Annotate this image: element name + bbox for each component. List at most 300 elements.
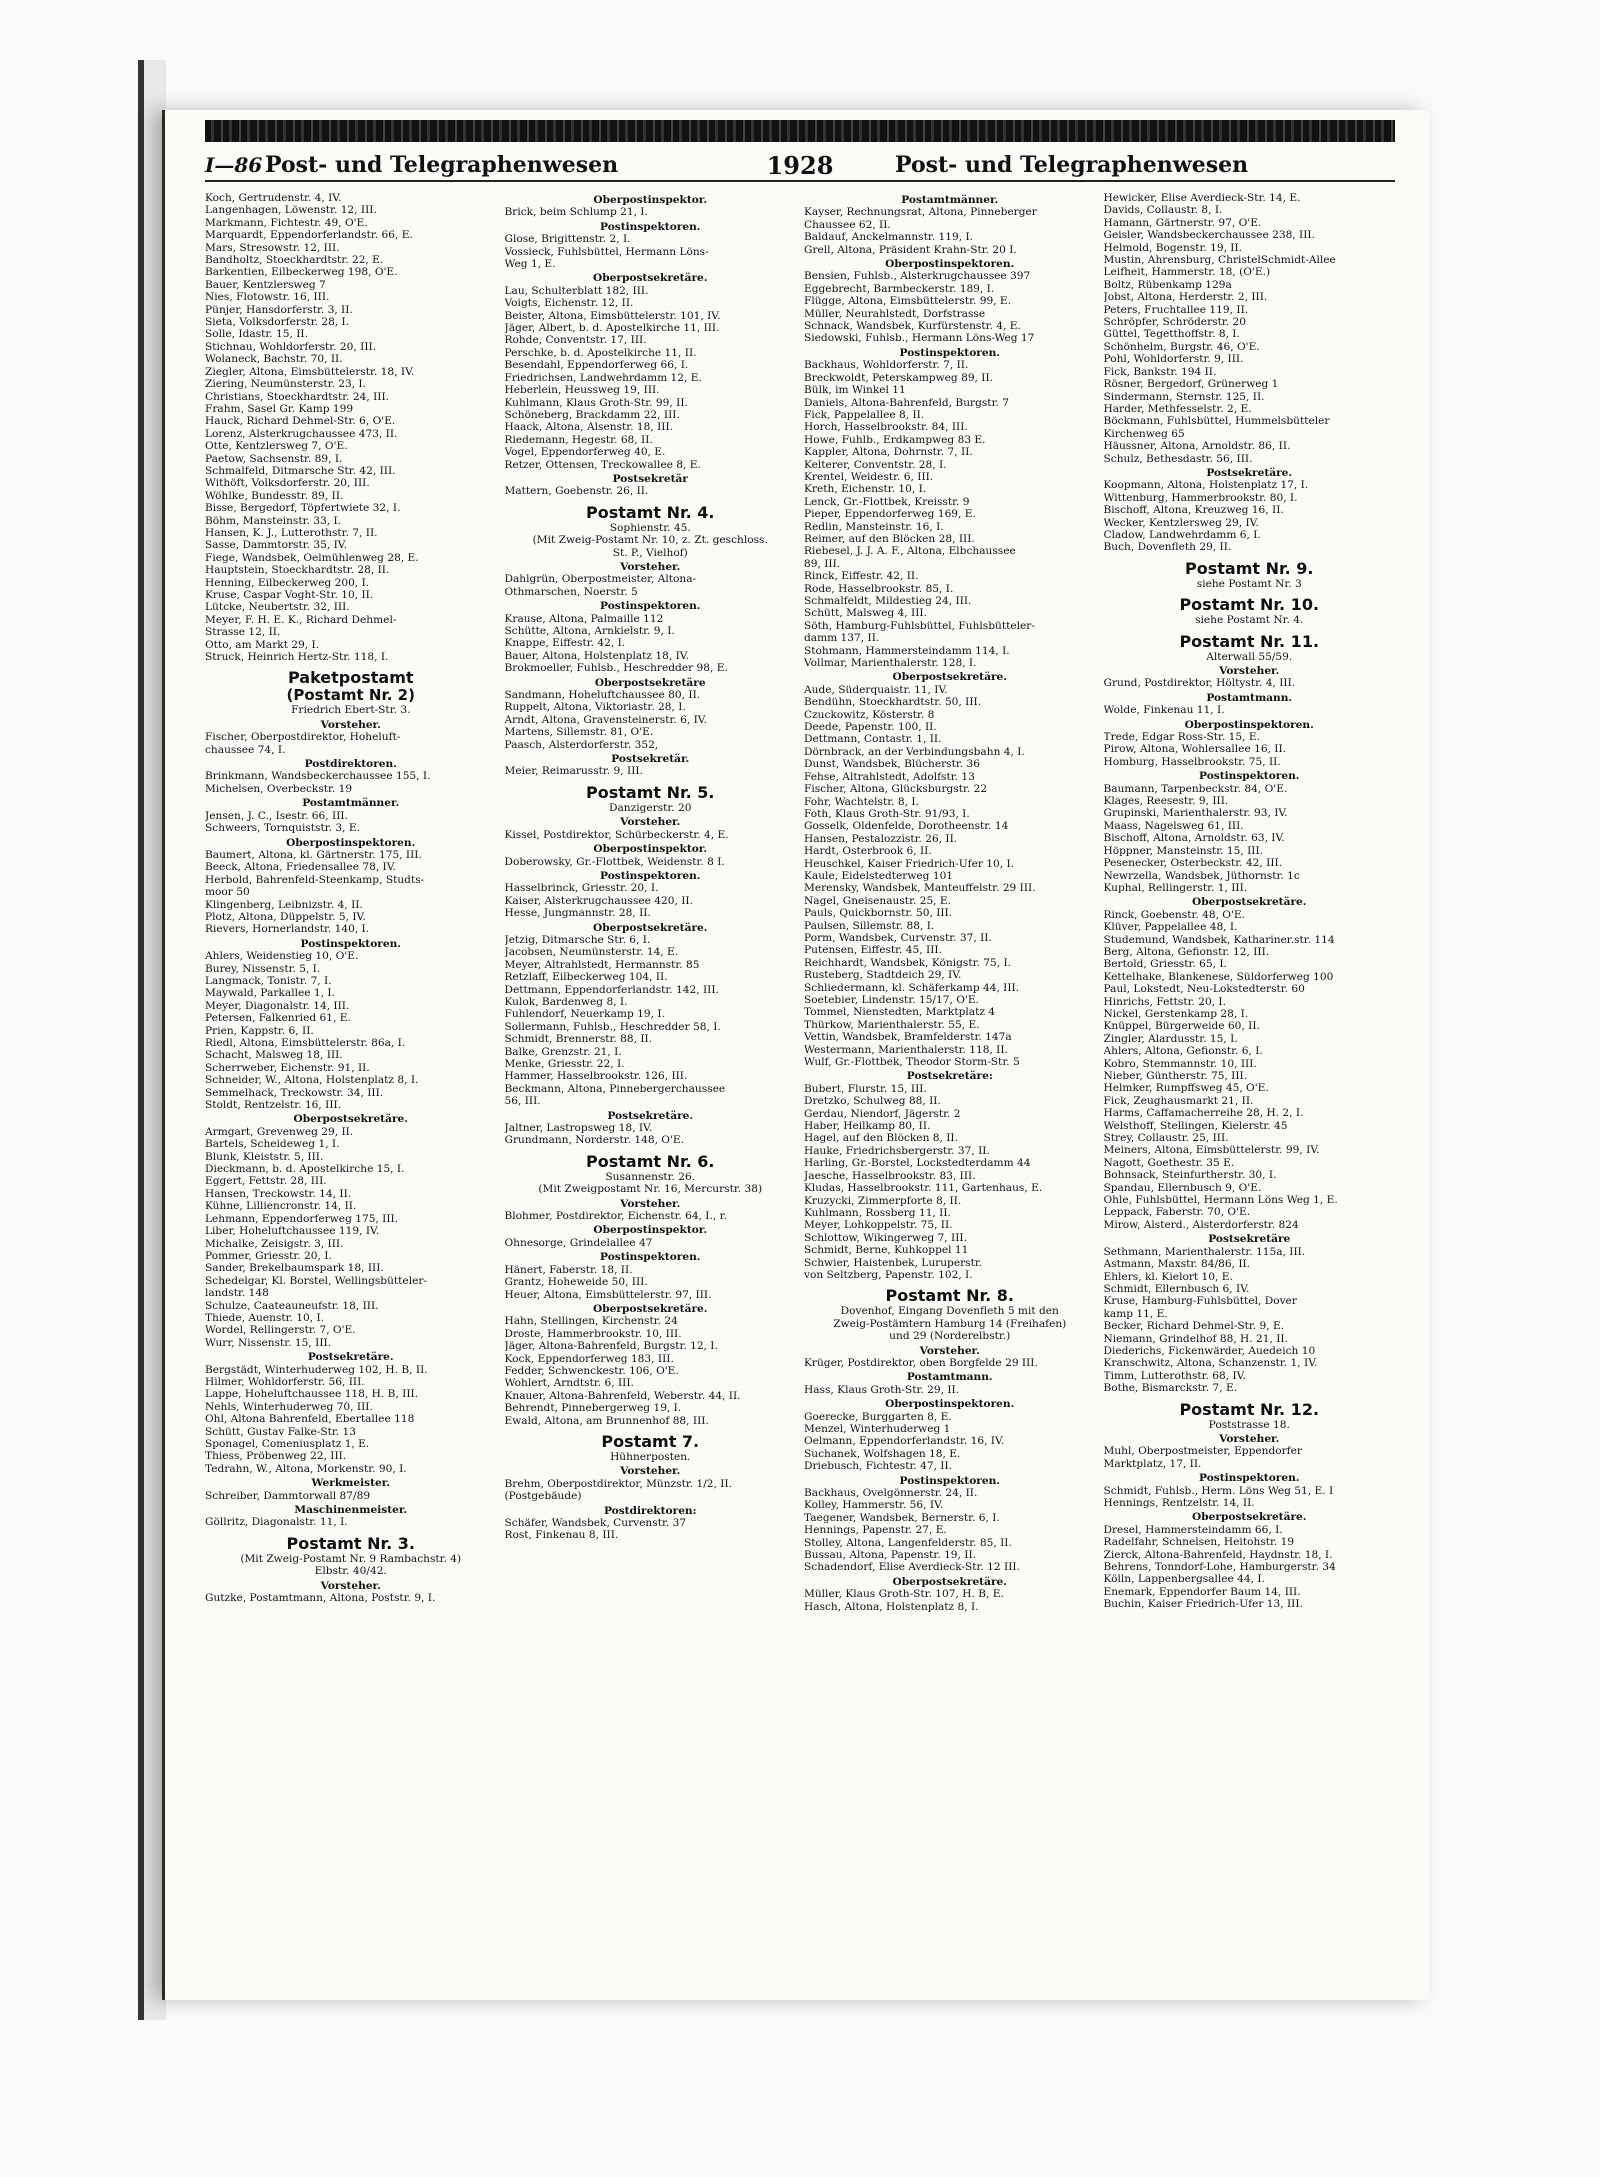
directory-entry: Schedelgar, Kl. Borstel, Wellingsbütteler- — [205, 1274, 427, 1287]
directory-entry: Böckmann, Fuhlsbüttel, Hummelsbütteler — [1103, 415, 1330, 428]
directory-entry: moor 50 — [205, 886, 250, 899]
directory-entry: Hennings, Rentzelstr. 14, II. — [1103, 1497, 1255, 1509]
directory-entry: Bülk, im Winkel 11 — [804, 384, 906, 397]
directory-entry: Lappe, Hoheluftchaussee 118, H. B, III. — [205, 1388, 419, 1401]
directory-entry: Voigts, Eichenstr. 12, II. — [504, 297, 634, 310]
directory-entry: Jacobsen, Neumünsterstr. 14, E. — [504, 946, 679, 959]
directory-entry: Bauer, Kentzlersweg 7 — [205, 278, 326, 291]
directory-entry: Sandmann, Hoheluftchaussee 80, II. — [504, 689, 701, 702]
directory-entry: Eggert, Fettstr. 28, III. — [205, 1175, 327, 1188]
directory-entry: Driebusch, Fichtestr. 47, II. — [804, 1460, 953, 1473]
directory-entry: Hauke, Friedrichsbergerstr. 37, II. — [804, 1144, 990, 1157]
postamt-heading: Postamt Nr. 12. — [1179, 1399, 1320, 1419]
directory-entry: Bauer, Altona, Holstenplatz 18, IV. — [504, 649, 689, 662]
directory-entry: Blunk, Kleiststr. 5, III. — [205, 1150, 324, 1163]
directory-entry: Perschke, b. d. Apostelkirche 11, II. — [504, 346, 697, 359]
section-heading: Oberpostsekretäre. — [593, 272, 708, 285]
directory-entry: Taegener, Wandsbek, Bernerstr. 6, I. — [804, 1511, 1000, 1524]
section-heading: Postinspektoren. — [600, 869, 701, 882]
directory-entry: Langenhagen, Löwenstr. 12, III. — [205, 204, 377, 217]
directory-entry: Lenck, Gr.-Flottbek, Kreisstr. 9 — [804, 495, 970, 508]
directory-entry: Bendühn, Stoeckhardtstr. 50, III. — [804, 696, 982, 709]
directory-entry: Czuckowitz, Kösterstr. 8 — [804, 708, 935, 721]
directory-entry: Muhl, Oberpostmeister, Eppendorfer — [1103, 1445, 1302, 1458]
directory-entry: Mattern, Goebenstr. 26, II. — [504, 485, 649, 498]
column-4 — [1104, 192, 1396, 1982]
directory-entry: Lorenz, Alsterkrugchaussee 473, II. — [205, 427, 398, 440]
directory-entry: Reichhardt, Wandsbek, Königstr. 75, I. — [804, 956, 1011, 969]
directory-entry: Kelterer, Conventstr. 28, I. — [804, 458, 947, 471]
section-heading: Oberpostinspektor. — [593, 1224, 708, 1237]
directory-entry: Häussner, Altona, Arnoldstr. 86, II. — [1103, 440, 1291, 453]
section-heading: Vorsteher. — [1219, 665, 1280, 677]
directory-entry: Beckmann, Altona, Pinnebergerchaussee — [504, 1082, 726, 1095]
directory-entry: Kludas, Hasselbrookstr. 111, Gartenhaus, E. — [804, 1182, 1043, 1195]
directory-entry: von Seltzberg, Papenstr. 102, I. — [804, 1268, 973, 1281]
section-heading: Postdirektoren. — [304, 758, 397, 771]
directory-entry: Breckwoldt, Peterskampweg 89, II. — [804, 371, 994, 384]
directory-entry: Vossieck, Fuhlsbüttel, Hermann Löns- — [504, 245, 709, 258]
directory-entry: Thiess, Pröbenweg 22, III. — [205, 1450, 347, 1463]
directory-entry: Daniels, Altona-Bahrenfeld, Burgstr. 7 — [804, 396, 1009, 409]
directory-entry: Hesse, Jungmannstr. 28, II. — [504, 907, 651, 920]
directory-entry: Bisse, Bergedorf, Töpfertwiete 32, I. — [205, 502, 401, 515]
directory-entry: Hansen, K. J., Lutterothstr. 7, II. — [205, 526, 378, 539]
directory-entry: Doberowsky, Gr.-Flottbek, Weidenstr. 8 I. — [504, 855, 725, 868]
column-1 — [205, 192, 497, 1982]
directory-entry: Riedemann, Hegestr. 68, II. — [504, 433, 653, 446]
directory-entry: Riebesel, J. J. A. F., Altona, Elbchaussee — [804, 545, 1016, 558]
directory-entry: Petersen, Falkenried 61, E. — [205, 1012, 351, 1025]
directory-entry: Deede, Papenstr. 100, II. — [804, 721, 937, 734]
directory-entry: Bergstädt, Winterhuderweg 102, H. B, II. — [205, 1363, 428, 1376]
directory-entry: Hauck, Richard Dehmel-Str. 6, O'E. — [205, 415, 396, 428]
directory-entry: Schütt, Gustav Falke-Str. 13 — [205, 1425, 356, 1438]
directory-entry: Armgart, Grevenweg 29, II. — [205, 1125, 354, 1138]
directory-entry: Leppack, Faberstr. 70, O'E. — [1103, 1206, 1251, 1219]
directory-entry: Lütcke, Neubertstr. 32, III. — [205, 601, 350, 614]
directory-entry: Pünjer, Hansdorferstr. 3, II. — [205, 303, 353, 316]
directory-entry: Harder, Methfesselstr. 2, E. — [1103, 402, 1252, 415]
directory-entry: chaussee 74, I. — [205, 743, 286, 756]
directory-entry: Becker, Richard Dehmel-Str. 9, E. — [1103, 1320, 1285, 1333]
directory-entry: Eggebrecht, Barmbeckerstr. 189, I. — [804, 282, 995, 295]
directory-entry: Homburg, Hasselbrookstr. 75, II. — [1103, 755, 1281, 768]
section-heading: Oberpostsekretäre. — [892, 671, 1007, 684]
section-heading: Postamtmann. — [1206, 691, 1293, 704]
section-heading: Oberpostsekretäre. — [593, 1302, 708, 1315]
directory-entry: Hinrichs, Fettstr. 20, I. — [1103, 995, 1226, 1008]
directory-entry: Zingler, Alardusstr. 15, I. — [1103, 1032, 1238, 1045]
directory-entry: Schnack, Wandsbek, Kurfürstenstr. 4, E. — [804, 320, 1021, 333]
directory-entry: Welsthoff, Stellingen, Kielerstr. 45 — [1103, 1119, 1288, 1132]
directory-entry: Jetzig, Ditmarsche Str. 6, I. — [504, 933, 651, 946]
directory-entry: Maass, Nagelsweg 61, III. — [1103, 819, 1244, 832]
directory-entry: Schmalfeld, Ditmarsche Str. 42, III. — [205, 464, 396, 477]
postamt-address: siehe Postamt Nr. 3 — [1196, 577, 1302, 590]
directory-entry: Baumann, Tarpenbeckstr. 84, O'E. — [1103, 782, 1288, 795]
directory-entry: Klingenberg, Leibnizstr. 4, II. — [205, 898, 363, 911]
page-number: I—86 — [205, 153, 263, 177]
directory-entry: Müller, Neurahlstedt, Dorfstrasse — [804, 307, 986, 320]
directory-entry: Söth, Hamburg-Fuhlsbüttel, Fuhlsbütteler- — [804, 619, 1035, 632]
directory-entry: Radelfahr, Schnelsen, Heitohstr. 19 — [1103, 1536, 1295, 1549]
directory-entry: Othmarschen, Noerstr. 5 — [504, 585, 638, 598]
directory-entry: (Postgebäude) — [504, 1490, 582, 1503]
directory-entry: Behrens, Tonndorf-Lohe, Hamburgerstr. 34 — [1103, 1561, 1336, 1574]
directory-entry: Rost, Finkenau 8, III. — [504, 1529, 619, 1542]
directory-entry: Balke, Grenzstr. 21, I. — [504, 1045, 622, 1058]
directory-entry: Wohlert, Arndtstr. 6, III. — [504, 1377, 634, 1390]
header-year: 1928 — [766, 150, 834, 180]
directory-entry: Timm, Lutterothstr. 68, IV. — [1103, 1369, 1246, 1382]
directory-entry: Schütte, Altona, Arnkielstr. 9, I. — [504, 625, 675, 637]
directory-entry: Stichnau, Wohldorferstr. 20, III. — [205, 340, 377, 353]
directory-entry: Mars, Stresowstr. 12, III. — [205, 241, 340, 254]
directory-entry: Tommel, Nienstedten, Marktplatz 4 — [804, 1006, 996, 1019]
directory-entry: Vogel, Eppendorferweg 40, E. — [504, 446, 666, 459]
directory-entry: Fick, Zeughausmarkt 21, II. — [1103, 1094, 1254, 1107]
section-heading: Postamtmann. — [906, 1371, 993, 1384]
postamt-address: siehe Postamt Nr. 4. — [1195, 614, 1304, 627]
directory-entry: Schlottow, Wikingerweg 7, III. — [804, 1231, 967, 1244]
section-heading: Postsekretäre. — [1206, 466, 1293, 479]
section-heading: Oberpostsekretäre. — [892, 1575, 1007, 1588]
directory-entry: Strasse 12, II. — [205, 626, 281, 639]
directory-entry: Schmidt, Berne, Kuhkoppel 11 — [804, 1244, 969, 1257]
directory-entry: Hauptstein, Stoeckhardtstr. 28, II. — [205, 564, 390, 577]
section-heading: Vorsteher. — [320, 718, 381, 731]
directory-entry: Grundmann, Norderstr. 148, O'E. — [504, 1134, 685, 1147]
directory-entry: Christians, Stoeckhardtstr. 24, III. — [205, 390, 389, 403]
page-header — [205, 150, 1395, 182]
section-heading: Postsekretär — [612, 472, 688, 485]
directory-entry: landstr. 148 — [205, 1287, 269, 1300]
directory-entry: Bischoff, Altona, Arnoldstr. 63, IV. — [1103, 832, 1285, 845]
directory-entry: Hilmer, Wohldorferstr. 56, III. — [205, 1375, 365, 1388]
directory-entry: Niemann, Grindelhof 88, H. 21, II. — [1103, 1332, 1288, 1345]
directory-entry: Göllritz, Diagonalstr. 11, I. — [205, 1516, 348, 1529]
directory-entry: Droste, Hammerbrookstr. 10, III. — [504, 1327, 682, 1340]
directory-entry: Hennings, Papenstr. 27, E. — [804, 1524, 947, 1537]
directory-entry: Plotz, Altona, Düppelstr. 5, IV. — [205, 910, 366, 923]
directory-entry: Schulze, Caateauneufstr. 18, III. — [205, 1299, 379, 1312]
directory-entry: Leifheit, Hammerstr. 18, (O'E.) — [1103, 266, 1271, 279]
directory-entry: Ahlers, Weidenstieg 10, O'E. — [205, 950, 359, 963]
directory-entry: Astmann, Maxstr. 84/86, II. — [1103, 1258, 1251, 1271]
scan-artifact-top-bar — [205, 120, 1395, 142]
directory-entry: 56, III. — [504, 1095, 541, 1108]
section-heading: Vorsteher. — [919, 1344, 980, 1357]
directory-entry: Newrzella, Wandsbek, Jüthornstr. 1c — [1103, 869, 1300, 882]
directory-entry: Kirchenweg 65 — [1103, 427, 1185, 440]
section-heading: Vorsteher. — [620, 816, 681, 829]
section-heading: Vorsteher. — [620, 1465, 681, 1478]
directory-entry: Herbold, Bahrenfeld-Steenkamp, Studts- — [205, 873, 425, 886]
section-heading: Postinspektoren. — [600, 600, 701, 613]
postamt-address: (Mit Zweig-Postamt Nr. 10, z. Zt. geschloss. — [532, 534, 768, 547]
section-heading: Vorsteher. — [1219, 1432, 1280, 1445]
directory-entry: Reimer, auf den Blöcken 28, III. — [804, 532, 975, 545]
directory-entry: Schönhelm, Burgstr. 46, O'E. — [1103, 340, 1260, 353]
directory-entry: Knüppel, Bürgerweide 60, II. — [1103, 1020, 1260, 1033]
directory-entry: Retzer, Ottensen, Treckowallee 8, E. — [504, 458, 701, 471]
directory-entry: Flügge, Altona, Eimsbüttelerstr. 99, E. — [804, 295, 1012, 308]
postamt-address: (Mit Zweigpostamt Nr. 16, Mercurstr. 38) — [538, 1183, 763, 1196]
directory-entry: Struck, Heinrich Hertz-Str. 118, I. — [205, 651, 389, 664]
section-heading: Postinspektoren. — [1199, 770, 1300, 783]
directory-entry: Bohnsack, Steinfurtherstr. 30, I. — [1103, 1169, 1277, 1182]
directory-entry: Ziegler, Altona, Eimsbüttelerstr. 18, IV. — [205, 365, 415, 378]
directory-entry: Höppner, Mansteinstr. 15, III. — [1103, 844, 1264, 857]
directory-entry: Klages, Reesestr. 9, III. — [1103, 795, 1229, 808]
directory-entry: Enemark, Eppendorfer Baum 14, III. — [1103, 1585, 1301, 1598]
postamt-address: Danzigerstr. 20 — [608, 801, 692, 814]
directory-entry: Dahlgrün, Oberpostmeister, Altona- — [504, 573, 697, 586]
directory-entry: Otto, am Markt 29, I. — [205, 638, 320, 651]
directory-entry: Merensky, Wandsbek, Manteuffelstr. 29 III. — [804, 882, 1036, 895]
directory-entry: Ziering, Neumünsterstr. 23, I. — [205, 378, 366, 391]
directory-entry: kamp 11, E. — [1103, 1307, 1168, 1320]
directory-entry: Suchanek, Wolfshagen 18, E. — [804, 1447, 961, 1460]
directory-entry: Bertold, Griesstr. 65, I. — [1103, 958, 1227, 971]
directory-entry: Schreiber, Dammtorwall 87/89 — [205, 1489, 371, 1502]
directory-entry: Meyer, Altrahlstedt, Hermannstr. 85 — [504, 958, 700, 971]
directory-entry: Prien, Kappstr. 6, II. — [205, 1024, 314, 1037]
directory-entry: Nies, Flotowstr. 16, III. — [205, 291, 330, 304]
directory-entry: Knauer, Altona-Bahrenfeld, Weberstr. 44, II. — [504, 1389, 741, 1402]
directory-entry: Scherrweber, Eichenstr. 91, II. — [205, 1061, 370, 1074]
directory-entry: Kruse, Caspar Voght-Str. 10, II. — [205, 589, 374, 601]
directory-entry: Boltz, Rübenkamp 129a — [1103, 278, 1232, 291]
directory-entry: Ohnesorge, Grindelallee 47 — [504, 1236, 653, 1249]
section-heading: Oberpostinspektoren. — [885, 258, 1015, 271]
postamt-address: Elbstr. 40/42. — [314, 1565, 387, 1578]
directory-entry: Pirow, Altona, Wohlersallee 16, II. — [1103, 743, 1287, 756]
directory-entry: Rinck, Goebenstr. 48, O'E. — [1103, 908, 1245, 921]
directory-entry: Kuhlmann, Rossberg 11, II. — [804, 1206, 951, 1219]
directory-entry: Kock, Eppendorferweg 183, III. — [504, 1352, 674, 1365]
directory-entry: Sasse, Dammtorstr. 35, IV. — [205, 539, 347, 552]
directory-entry: Haack, Altona, Alsenstr. 18, III. — [504, 421, 674, 434]
directory-entry: Jäger, Altona-Bahrenfeld, Burgstr. 12, I. — [504, 1340, 718, 1353]
directory-entry: Glose, Brigittenstr. 2, I. — [504, 233, 631, 246]
directory-entry: Bandholtz, Stoeckhardtstr. 22, E. — [205, 254, 384, 267]
directory-entry: Retzlaff, Eilbeckerweg 104, II. — [504, 971, 668, 984]
directory-entry: Backhaus, Wohldorferstr. 7, II. — [804, 359, 969, 372]
directory-entry: Solle, Idastr. 15, II. — [205, 328, 308, 341]
section-heading: Postdirektoren: — [603, 1504, 697, 1517]
directory-entry: Withöft, Volksdorferstr. 20, III. — [205, 477, 370, 490]
directory-entry: Fohr, Wachtelstr. 8, I. — [804, 795, 919, 808]
directory-entry: Kaule, Eidelstedterweg 101 — [804, 869, 954, 882]
directory-entry: Dretzko, Schulweg 88, II. — [804, 1095, 941, 1108]
directory-entry: Nieber, Güntherstr. 75, III. — [1103, 1070, 1248, 1082]
directory-entry: Gerdau, Niendorf, Jägerstr. 2 — [804, 1107, 961, 1120]
section-heading: Postsekretäre: — [906, 1070, 993, 1083]
directory-entry: Kettelhake, Blankenese, Süldorferweg 100 — [1103, 970, 1334, 983]
directory-entry: Nehls, Winterhuderweg 70, III. — [205, 1400, 373, 1413]
directory-entry: Bensien, Fuhlsb., Alsterkrugchaussee 397 — [804, 270, 1031, 283]
directory-entry: Kulok, Bardenweg 8, I. — [504, 995, 628, 1008]
directory-entry: Barkentien, Eilbeckerweg 198, O'E. — [205, 266, 398, 279]
column-3 — [804, 192, 1096, 1982]
directory-entry: Harling, Gr.-Borstel, Lockstedterdamm 44 — [804, 1157, 1031, 1170]
directory-entry: Schweers, Tornquiststr. 3, E. — [205, 822, 360, 835]
directory-entry: Cladow, Landwehrdamm 6, I. — [1103, 528, 1261, 541]
directory-entry: Rievers, Hornerlandstr. 140, I. — [205, 923, 370, 936]
directory-entry: Mirow, Alsterd., Alsterdorferstr. 824 — [1103, 1218, 1299, 1231]
section-heading: Postsekretär. — [611, 753, 690, 766]
directory-entry: Bussau, Altona, Papenstr. 19, II. — [804, 1549, 977, 1562]
directory-entry: Gutzke, Postamtmann, Altona, Poststr. 9, I. — [205, 1592, 436, 1605]
directory-entry: Sollermann, Fuhlsb., Heschredder 58, I. — [504, 1020, 721, 1033]
directory-entry: Paasch, Alsterdorferstr. 352, — [504, 738, 659, 751]
directory-entry: Schadendorf, Elise Averdieck-Str. 12 III. — [804, 1561, 1020, 1574]
directory-entry: Arndt, Altona, Gravensteinerstr. 6, IV. — [504, 713, 707, 726]
directory-entry: Ohl, Altona Bahrenfeld, Ebertallee 118 — [205, 1413, 415, 1426]
directory-entry: Kolley, Hammerstr. 56, IV. — [804, 1499, 944, 1512]
directory-entry: Hahn, Stellingen, Kirchenstr. 24 — [504, 1315, 678, 1328]
directory-entry: Heuschkel, Kaiser Friedrich-Ufer 10, I. — [804, 857, 1015, 870]
directory-entry: Meyer, F. H. E. K., Richard Dehmel- — [205, 613, 397, 626]
directory-entry: Dunst, Wandsbek, Blücherstr. 36 — [804, 758, 980, 771]
directory-entry: Wurr, Nissenstr. 15, III. — [205, 1336, 332, 1349]
directory-entry: Heuer, Altona, Eimsbüttelerstr. 97, III. — [504, 1288, 712, 1301]
section-heading: Postsekretäre. — [607, 1109, 694, 1122]
postamt-heading: Postamt Nr. 10. — [1179, 595, 1320, 615]
directory-entry: Stolley, Altona, Langenfelderstr. 85, II. — [804, 1536, 1012, 1549]
directory-entry: Grund, Postdirektor, Höltystr. 4, III. — [1103, 677, 1296, 690]
directory-entry: Beeck, Altona, Friedensallee 78, IV. — [205, 861, 396, 874]
directory-entry: Dettmann, Eppendorferlandstr. 142, III. — [504, 983, 719, 996]
postamt-address: Hühnerposten. — [610, 1450, 691, 1463]
postamt-address: Friedrich Ebert-Str. 3. — [291, 704, 411, 717]
directory-page — [162, 110, 1429, 2000]
directory-entry: Grupinski, Marienthalerstr. 93, IV. — [1103, 807, 1288, 820]
section-heading: Postinspektoren. — [600, 220, 701, 233]
directory-entry: Kappler, Altona, Dohrnstr. 7, II. — [804, 446, 973, 459]
postamt-address: Poststrasse 18. — [1208, 1418, 1290, 1431]
directory-entry: Sethmann, Marienthalerstr. 115a, III. — [1103, 1245, 1306, 1258]
directory-entry: Hasselbrinck, Griesstr. 20, I. — [504, 882, 659, 895]
directory-entry: Soetebier, Lindenstr. 15/17, O'E. — [804, 994, 979, 1006]
directory-entry: Koopmann, Altona, Holstenplatz 17, I. — [1103, 479, 1309, 492]
postamt-heading: Postamt Nr. 9. — [1185, 558, 1314, 578]
directory-entry: Hansen, Pestalozzistr. 26, II. — [804, 832, 958, 845]
directory-entry: Dettmann, Contastr. 1, II. — [804, 733, 942, 746]
directory-entry: Foth, Klaus Groth-Str. 91/93, I. — [804, 807, 970, 820]
directory-entry: Hansen, Treckowstr. 14, II. — [205, 1187, 352, 1200]
directory-entry: Kruzycki, Zimmerpforte 8, II. — [804, 1194, 962, 1207]
section-heading: Postamtmänner. — [302, 797, 400, 810]
section-heading: Postsekretäre. — [307, 1351, 394, 1364]
directory-entry: Chaussee 62, II. — [804, 218, 891, 231]
directory-entry: Marktplatz, 17, II. — [1103, 1457, 1202, 1470]
section-heading: Oberpostinspektoren. — [1184, 718, 1314, 731]
directory-entry: Redlin, Mansteinstr. 16, I. — [804, 520, 944, 533]
postamt-heading: Postamt Nr. 5. — [586, 782, 715, 802]
section-heading: Oberpostsekretäre. — [593, 921, 708, 934]
postamt-heading: (Postamt Nr. 2) — [286, 686, 415, 705]
directory-entry: Rohde, Conventstr. 17, III. — [504, 334, 647, 347]
directory-entry: Brehm, Oberpostdirektor, Münzstr. 1/2, II. — [504, 1477, 732, 1490]
section-heading: Maschinenmeister. — [294, 1504, 408, 1517]
directory-entry: Thiede, Auenstr. 10, I. — [205, 1311, 324, 1324]
directory-entry: Grantz, Hoheweide 50, III. — [504, 1276, 648, 1289]
directory-entry: Vollmar, Marienthalerstr. 128, I. — [804, 657, 977, 670]
section-heading: Werkmeister. — [311, 1477, 391, 1490]
postamt-heading: Postamt Nr. 11. — [1179, 631, 1320, 651]
directory-entry: Schliedermann, kl. Schäferkamp 44, III. — [804, 981, 1020, 994]
postamt-heading: Postamt 7. — [601, 1431, 700, 1451]
postamt-address: Dovenhof, Eingang Dovenfleth 5 mit den — [840, 1305, 1059, 1318]
directory-entry: Wittenburg, Hammerbrookstr. 80, I. — [1103, 491, 1298, 504]
directory-entry: Goerecke, Burggarten 8, E. — [804, 1410, 952, 1423]
directory-entry: Schmidt, Ellernbusch 6, IV. — [1103, 1282, 1250, 1295]
postamt-address: Susannenstr. 26. — [605, 1170, 696, 1183]
directory-entry: Dörnbrack, an der Verbindungsbahn 4, I. — [804, 745, 1025, 758]
directory-entry: Meier, Reimarusstr. 9, III. — [504, 765, 643, 778]
directory-entry: Weg 1, E. — [504, 258, 556, 271]
section-heading: Oberpostsekretäre. — [1192, 896, 1307, 909]
directory-entry: Brokmoeller, Fuhlsb., Heschredder 98, E. — [504, 662, 728, 675]
directory-entry: Nagel, Gneisenaustr. 25, E. — [804, 894, 952, 907]
directory-entry: Paul, Lokstedt, Neu-Lokstedterstr. 60 — [1103, 983, 1305, 996]
directory-entry: Krentel, Weidestr. 6, III. — [804, 470, 934, 483]
section-heading: Oberpostsekretäre. — [293, 1113, 408, 1126]
directory-entry: Pommer, Griesstr. 20, I. — [205, 1249, 332, 1262]
section-heading: Postamtmänner. — [901, 194, 999, 206]
directory-entry: Fehse, Altrahlstedt, Adolfstr. 13 — [804, 770, 975, 783]
directory-entry: Spandau, Ellernbusch 9, O'E. — [1103, 1181, 1262, 1194]
directory-entry: Harms, Caffamacherreihe 28, H. 2, I. — [1103, 1107, 1304, 1120]
directory-entry: Hasch, Altona, Holstenplatz 8, I. — [804, 1600, 979, 1613]
directory-entry: Hänert, Faberstr. 18, II. — [504, 1263, 633, 1276]
directory-entry: Sander, Brekelbaumspark 18, III. — [205, 1262, 384, 1275]
directory-entry: Jobst, Altona, Herderstr. 2, III. — [1103, 291, 1268, 304]
directory-entry: Michalke, Zeisigstr. 3, III. — [205, 1237, 344, 1250]
directory-entry: Henning, Eilbeckerweg 200, I. — [205, 576, 370, 589]
directory-entry: Vettin, Wandsbek, Bramfelderstr. 147a — [804, 1031, 1012, 1044]
directory-entry: Geisler, Wandsbeckerchaussee 238, III. — [1103, 229, 1315, 242]
directory-entry: Gosselk, Oldenfelde, Dorotheenstr. 14 — [804, 820, 1009, 833]
directory-entry: Schmidt, Fuhlsb., Herm. Löns Weg 51, E. I — [1103, 1484, 1334, 1497]
section-heading: Vorsteher. — [620, 1197, 681, 1210]
postamt-heading: Postamt Nr. 4. — [586, 502, 715, 522]
directory-entry: Kreth, Eichenstr. 10, I. — [804, 483, 927, 496]
postamt-address: Alterwall 55/59. — [1206, 650, 1293, 663]
directory-entry: Riedl, Altona, Eimsbüttelerstr. 86a, I. — [205, 1037, 406, 1049]
section-heading: Oberpostsekretäre. — [1192, 1511, 1307, 1524]
directory-entry: Grell, Altona, Präsident Krahn-Str. 20 I. — [804, 243, 1017, 256]
directory-entry: Lau, Schulterblatt 182, III. — [504, 284, 649, 297]
directory-entry: Kuhlmann, Klaus Groth-Str. 99, II. — [504, 396, 688, 409]
directory-entry: Knappe, Eiffestr. 42, I. — [504, 637, 626, 650]
postamt-address: Zweig-Postämtern Hamburg 14 (Freihafen) — [833, 1317, 1067, 1330]
header-title-right: Post- und Telegraphenwesen — [895, 152, 1249, 178]
directory-entry: Otte, Kentzlersweg 7, O'E. — [205, 440, 348, 453]
directory-entry: Jaesche, Hasselbrookstr. 83, III. — [804, 1169, 976, 1182]
directory-entry: Beister, Altona, Eimsbüttelerstr. 101, IV. — [504, 309, 721, 322]
directory-entry: Fuhlendorf, Neuerkamp 19, I. — [504, 1008, 665, 1021]
directory-entry: Baldauf, Anckelmannstr. 119, I. — [804, 231, 974, 244]
directory-entry: Buch, Dovenfleth 29, II. — [1103, 541, 1232, 554]
directory-entry: Pesenecker, Osterbeckstr. 42, III. — [1103, 857, 1283, 870]
directory-entry: Davids, Collaustr. 8, I. — [1103, 204, 1223, 217]
directory-entry: Fick, Pappelallee 8, II. — [804, 408, 925, 421]
section-heading: Oberpostinspektor. — [593, 843, 708, 856]
